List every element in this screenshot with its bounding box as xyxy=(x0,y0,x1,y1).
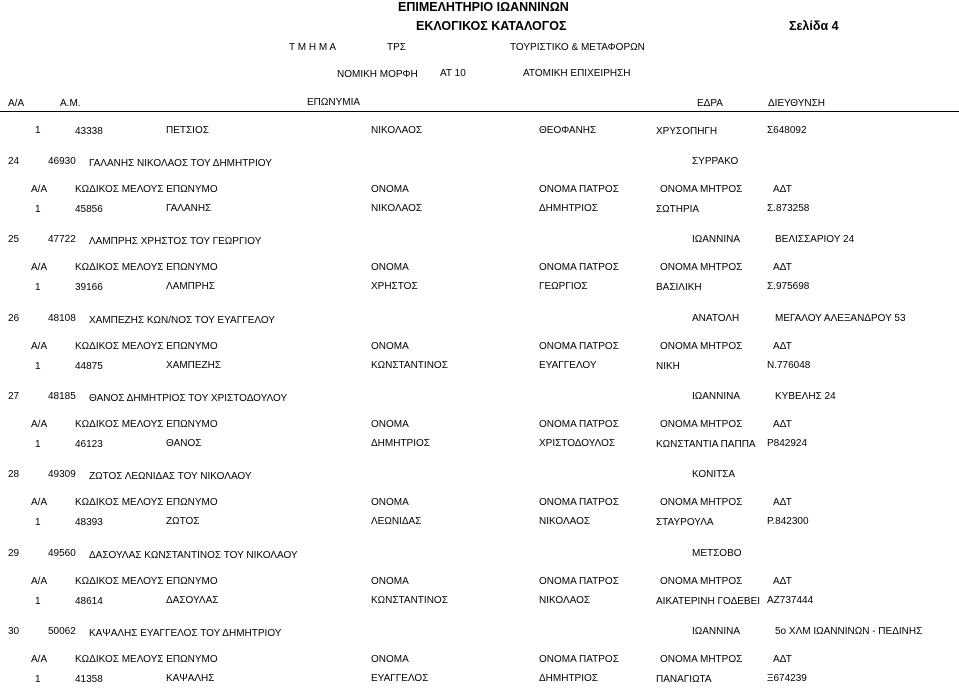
member-father: ΝΙΚΟΛΑΟΣ xyxy=(539,595,591,606)
member-id: Σ.975698 xyxy=(767,281,810,292)
member-first: ΛΕΩΝΙΔΑΣ xyxy=(371,516,422,527)
member-col-mother: ΟΝΟΜΑ ΜΗΤΡΟΣ xyxy=(660,497,743,508)
member-col-first: ΟΝΟΜΑ xyxy=(371,576,409,587)
member-col-id: ΑΔΤ xyxy=(773,576,792,587)
member-mother: ΚΩΝΣΤΑΝΤΙΑ ΠΑΠΠΑ xyxy=(656,439,756,450)
member-first: ΧΡΗΣΤΟΣ xyxy=(371,281,418,292)
entry-aa: 24 xyxy=(8,156,20,167)
member-col-father: ΟΝΟΜΑ ΠΑΤΡΟΣ xyxy=(539,576,619,587)
member-mother: ΠΑΝΑΓΙΩΤΑ xyxy=(656,674,712,685)
entry-aa: 26 xyxy=(8,313,20,324)
entry-name: ΓΑΛΑΝΗΣ ΝΙΚΟΛΑΟΣ ΤΟΥ ΔΗΜΗΤΡΙΟΥ xyxy=(89,158,272,169)
entry-seat: ΑΝΑΤΟΛΗ xyxy=(692,313,740,324)
member-id: Σ648092 xyxy=(767,125,807,136)
member-col-father: ΟΝΟΜΑ ΠΑΤΡΟΣ xyxy=(539,497,619,508)
entry-name: ΘΑΝΟΣ ΔΗΜΗΤΡΙΟΣ ΤΟΥ ΧΡΙΣΤΟΔΟΥΛΟΥ xyxy=(89,393,288,404)
member-id: Ν.776048 xyxy=(767,360,811,371)
member-surname: ΛΑΜΠΡΗΣ xyxy=(166,281,215,292)
member-id: Ρ842924 xyxy=(767,438,808,449)
entry-address: ΚΥΒΕΛΗΣ 24 xyxy=(775,391,836,402)
entry-am: 48185 xyxy=(48,391,76,402)
member-father: ΝΙΚΟΛΑΟΣ xyxy=(539,516,591,527)
member-col-code: ΚΩΔΙΚΟΣ ΜΕΛΟΥΣ ΕΠΩΝΥΜΟ xyxy=(75,497,218,508)
member-father: ΧΡΙΣΤΟΔΟΥΛΟΣ xyxy=(539,438,616,449)
member-col-code: ΚΩΔΙΚΟΣ ΜΕΛΟΥΣ ΕΠΩΝΥΜΟ xyxy=(75,576,218,587)
member-col-first: ΟΝΟΜΑ xyxy=(371,654,409,665)
member-first: ΕΥΑΓΓΕΛΟΣ xyxy=(371,673,429,684)
member-aa: 1 xyxy=(35,674,41,685)
entry-am: 47722 xyxy=(48,234,76,245)
member-id: ΑΖ737444 xyxy=(767,595,814,606)
member-col-aa: Α/Α xyxy=(31,262,48,273)
member-col-mother: ΟΝΟΜΑ ΜΗΤΡΟΣ xyxy=(660,576,743,587)
section-label: Τ Μ Η Μ Α xyxy=(289,42,337,53)
member-col-first: ΟΝΟΜΑ xyxy=(371,262,409,273)
member-col-aa: Α/Α xyxy=(31,341,48,352)
member-surname: ΘΑΝΟΣ xyxy=(166,438,202,449)
member-aa: 1 xyxy=(35,361,41,372)
member-aa: 1 xyxy=(35,204,41,215)
member-mother: ΒΑΣΙΛΙΚΗ xyxy=(656,282,702,293)
entry-aa: 27 xyxy=(8,391,20,402)
member-col-mother: ΟΝΟΜΑ ΜΗΤΡΟΣ xyxy=(660,654,743,665)
entry-seat: ΜΕΤΣΟΒΟ xyxy=(692,548,742,559)
member-aa: 1 xyxy=(35,439,41,450)
member-col-first: ΟΝΟΜΑ xyxy=(371,184,409,195)
entry-am: 49309 xyxy=(48,469,76,480)
member-col-aa: Α/Α xyxy=(31,576,48,587)
col-header-aa: Α/Α xyxy=(8,98,25,109)
member-col-id: ΑΔΤ xyxy=(773,184,792,195)
member-col-id: ΑΔΤ xyxy=(773,654,792,665)
member-father: ΕΥΑΓΓΕΛΟΥ xyxy=(539,360,597,371)
member-first: ΝΙΚΟΛΑΟΣ xyxy=(371,125,423,136)
member-father: ΔΗΜΗΤΡΙΟΣ xyxy=(539,673,598,684)
member-surname: ΔΑΣΟΥΛΑΣ xyxy=(166,595,219,606)
entry-seat: ΣΥΡΡΑΚΟ xyxy=(692,156,739,167)
section-name: ΤΟΥΡΙΣΤΙΚΟ & ΜΕΤΑΦΟΡΩΝ xyxy=(510,42,645,53)
member-col-mother: ΟΝΟΜΑ ΜΗΤΡΟΣ xyxy=(660,184,743,195)
member-first: ΚΩΝΣΤΑΝΤΙΝΟΣ xyxy=(371,360,448,371)
member-code: 48614 xyxy=(75,596,103,607)
member-mother: ΧΡΥΣΟΠΗΓΗ xyxy=(656,126,718,137)
member-mother: ΑΙΚΑΤΕΡΙΝΗ ΓΟΔΕΒΕΙ xyxy=(656,596,761,607)
col-header-seat: ΕΔΡΑ xyxy=(697,98,723,109)
col-header-name: ΕΠΩΝΥΜΙΑ xyxy=(307,97,361,108)
member-father: ΘΕΟΦΑΝΗΣ xyxy=(539,125,597,136)
member-father: ΓΕΩΡΓΙΟΣ xyxy=(539,281,588,292)
member-aa: 1 xyxy=(35,282,41,293)
entry-am: 48108 xyxy=(48,313,76,324)
member-first: ΝΙΚΟΛΑΟΣ xyxy=(371,203,423,214)
entry-name: ΧΑΜΠΕΖΗΣ ΚΩΝ/ΝΟΣ ΤΟΥ ΕΥΑΓΓΕΛΟΥ xyxy=(89,315,275,326)
entry-name: ΖΩΤΟΣ ΛΕΩΝΙΔΑΣ ΤΟΥ ΝΙΚΟΛΑΟΥ xyxy=(89,471,252,482)
member-col-father: ΟΝΟΜΑ ΠΑΤΡΟΣ xyxy=(539,419,619,430)
entry-am: 50062 xyxy=(48,626,76,637)
member-aa: 1 xyxy=(35,596,41,607)
member-mother: ΣΩΤΗΡΙΑ xyxy=(656,204,700,215)
member-col-aa: Α/Α xyxy=(31,419,48,430)
page-number: Σελίδα 4 xyxy=(789,19,839,33)
member-col-father: ΟΝΟΜΑ ΠΑΤΡΟΣ xyxy=(539,654,619,665)
member-col-code: ΚΩΔΙΚΟΣ ΜΕΛΟΥΣ ΕΠΩΝΥΜΟ xyxy=(75,654,218,665)
member-code: 45856 xyxy=(75,204,103,215)
member-col-code: ΚΩΔΙΚΟΣ ΜΕΛΟΥΣ ΕΠΩΝΥΜΟ xyxy=(75,184,218,195)
member-col-aa: Α/Α xyxy=(31,497,48,508)
entry-name: ΔΑΣΟΥΛΑΣ ΚΩΝΣΤΑΝΤΙΝΟΣ ΤΟΥ ΝΙΚΟΛΑΟΥ xyxy=(89,550,298,561)
entry-seat: ΙΩΑΝΝΙΝΑ xyxy=(692,391,741,402)
entry-aa: 29 xyxy=(8,548,20,559)
member-aa: 1 xyxy=(35,517,41,528)
member-code: 43338 xyxy=(75,126,103,137)
entry-seat: ΙΩΑΝΝΙΝΑ xyxy=(692,234,741,245)
member-col-father: ΟΝΟΜΑ ΠΑΤΡΟΣ xyxy=(539,341,619,352)
legal-form-type: ΑΤΟΜΙΚΗ ΕΠΙΧΕΙΡΗΣΗ xyxy=(523,68,631,79)
member-id: Ξ674239 xyxy=(767,673,807,684)
entry-address: ΜΕΓΑΛΟΥ ΑΛΕΞΑΝΔΡΟΥ 53 xyxy=(775,313,906,324)
member-col-aa: Α/Α xyxy=(31,654,48,665)
member-mother: ΣΤΑΥΡΟΥΛΑ xyxy=(656,517,714,528)
member-surname: ΚΑΨΑΛΗΣ xyxy=(166,673,215,684)
member-father: ΔΗΜΗΤΡΙΟΣ xyxy=(539,203,598,214)
col-header-address: ΔΙΕΥΘΥΝΣΗ xyxy=(768,98,825,109)
member-surname: ΠΕΤΣΙΟΣ xyxy=(166,125,209,136)
entry-am: 46930 xyxy=(48,156,76,167)
member-code: 46123 xyxy=(75,439,103,450)
entry-seat: ΚΟΝΙΤΣΑ xyxy=(692,469,736,480)
legal-form-code: ΑΤ 10 xyxy=(440,68,466,79)
member-col-code: ΚΩΔΙΚΟΣ ΜΕΛΟΥΣ ΕΠΩΝΥΜΟ xyxy=(75,341,218,352)
document-title: ΕΠΙΜΕΛΗΤΗΡΙΟ ΙΩΑΝΝΙΝΩΝ xyxy=(398,0,569,14)
member-surname: ΖΩΤΟΣ xyxy=(166,516,200,527)
col-header-am: Α.Μ. xyxy=(60,98,81,109)
member-code: 41358 xyxy=(75,674,103,685)
member-col-first: ΟΝΟΜΑ xyxy=(371,419,409,430)
member-aa: 1 xyxy=(35,125,41,136)
member-code: 39166 xyxy=(75,282,103,293)
member-col-id: ΑΔΤ xyxy=(773,341,792,352)
member-first: ΔΗΜΗΤΡΙΟΣ xyxy=(371,438,430,449)
entry-address: ΒΕΛΙΣΣΑΡΙΟΥ 24 xyxy=(775,234,855,245)
member-col-code: ΚΩΔΙΚΟΣ ΜΕΛΟΥΣ ΕΠΩΝΥΜΟ xyxy=(75,262,218,273)
member-col-aa: Α/Α xyxy=(31,184,48,195)
document-subtitle: ΕΚΛΟΓΙΚΟΣ ΚΑΤΑΛΟΓΟΣ xyxy=(416,19,567,33)
member-surname: ΧΑΜΠΕΖΗΣ xyxy=(166,360,222,371)
entry-aa: 30 xyxy=(8,626,20,637)
section-code: ΤΡΣ xyxy=(387,42,406,53)
entry-aa: 28 xyxy=(8,469,20,480)
entry-am: 49560 xyxy=(48,548,76,559)
member-col-mother: ΟΝΟΜΑ ΜΗΤΡΟΣ xyxy=(660,262,743,273)
header-divider xyxy=(0,111,959,112)
member-col-mother: ΟΝΟΜΑ ΜΗΤΡΟΣ xyxy=(660,419,743,430)
member-mother: ΝΙΚΗ xyxy=(656,361,680,372)
member-code: 48393 xyxy=(75,517,103,528)
member-id: Σ.873258 xyxy=(767,203,810,214)
member-col-id: ΑΔΤ xyxy=(773,262,792,273)
entry-aa: 25 xyxy=(8,234,20,245)
member-col-father: ΟΝΟΜΑ ΠΑΤΡΟΣ xyxy=(539,262,619,273)
member-code: 44875 xyxy=(75,361,103,372)
member-col-first: ΟΝΟΜΑ xyxy=(371,341,409,352)
entry-name: ΛΑΜΠΡΗΣ ΧΡΗΣΤΟΣ ΤΟΥ ΓΕΩΡΓΙΟΥ xyxy=(89,236,262,247)
legal-form-label: ΝΟΜΙΚΗ ΜΟΡΦΗ xyxy=(337,69,418,80)
member-col-id: ΑΔΤ xyxy=(773,419,792,430)
member-col-id: ΑΔΤ xyxy=(773,497,792,508)
member-surname: ΓΑΛΑΝΗΣ xyxy=(166,203,212,214)
member-col-code: ΚΩΔΙΚΟΣ ΜΕΛΟΥΣ ΕΠΩΝΥΜΟ xyxy=(75,419,218,430)
entry-name: ΚΑΨΑΛΗΣ ΕΥΑΓΓΕΛΟΣ ΤΟΥ ΔΗΜΗΤΡΙΟΥ xyxy=(89,628,282,639)
entry-address: 5ο ΧΛΜ ΙΩΑΝΝΙΝΩΝ - ΠΕΔΙΝΗΣ xyxy=(775,626,923,637)
member-id: Ρ.842300 xyxy=(767,516,809,527)
member-col-mother: ΟΝΟΜΑ ΜΗΤΡΟΣ xyxy=(660,341,743,352)
member-first: ΚΩΝΣΤΑΝΤΙΝΟΣ xyxy=(371,595,448,606)
entry-seat: ΙΩΑΝΝΙΝΑ xyxy=(692,626,741,637)
member-col-first: ΟΝΟΜΑ xyxy=(371,497,409,508)
member-col-father: ΟΝΟΜΑ ΠΑΤΡΟΣ xyxy=(539,184,619,195)
